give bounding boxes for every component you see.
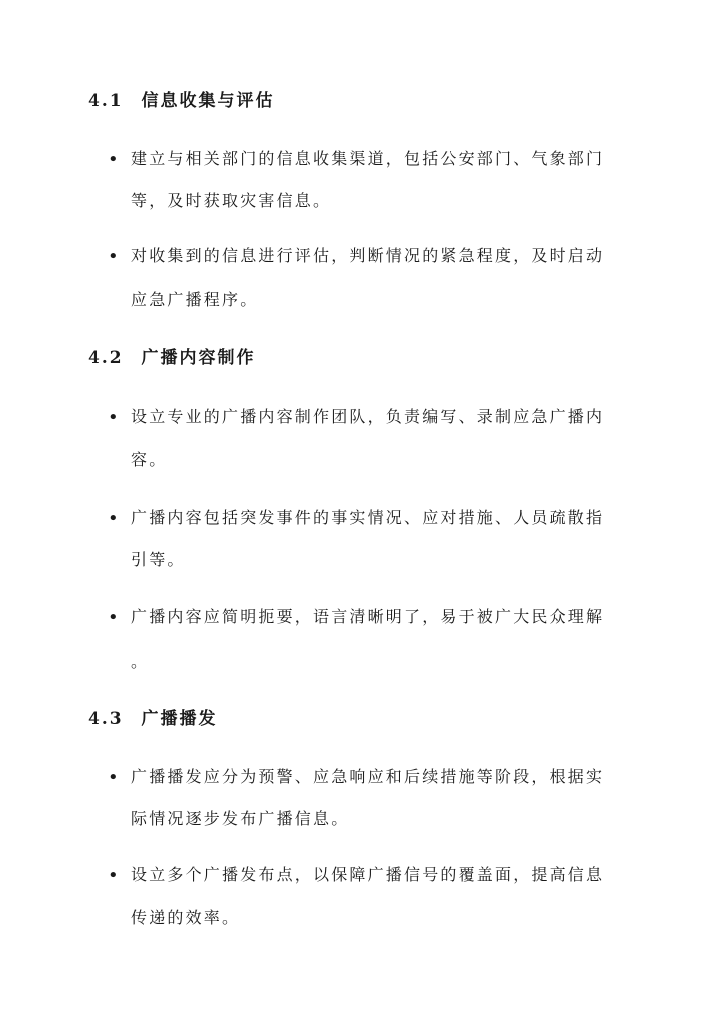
list-item-line: 设立多个广播发布点，以保障广播信号的覆盖面，提高信息 [131,865,605,884]
section-title: 广播内容制作 [141,348,256,368]
bullet-marker: • [108,865,119,886]
bullet-marker: • [108,149,119,170]
bullet-marker: • [108,407,119,428]
list-item-line: 际情况逐步发布广播信息。 [131,809,350,828]
list-item-line: 建立与相关部门的信息收集渠道，包括公安部门、气象部门 [131,149,605,168]
section-heading-4-1 [88,89,275,113]
list-item-line: 等，及时获取灾害信息。 [131,191,332,210]
list-item-line: 引等。 [131,550,186,569]
list-item-line: 应急广播程序。 [131,290,259,309]
bullet-marker: • [108,508,119,529]
section-title: 广播播发 [141,709,218,729]
list-item-line: 容。 [131,450,168,469]
list-item-line: 广播内容应简明扼要，语言清晰明了，易于被广大民众理解 [131,607,605,626]
section-number: 4.2 [88,348,124,368]
bullet-marker: • [108,607,119,628]
list-item-line: 传递的效率。 [131,908,241,927]
list-item-line: 广播播发应分为预警、应急响应和后续措施等阶段，根据实 [131,767,605,786]
section-heading-4-3 [88,707,218,731]
list-item-line: 。 [131,652,150,671]
section-number: 4.1 [88,91,124,111]
section-heading-4-2 [88,346,256,370]
list-item-line: 对收集到的信息进行评估，判断情况的紧急程度，及时启动 [131,246,605,265]
section-title: 信息收集与评估 [141,91,275,111]
list-item-line: 广播内容包括突发事件的事实情况、应对措施、人员疏散指 [131,508,605,527]
bullet-marker: • [108,246,119,267]
list-item-line: 设立专业的广播内容制作团队，负责编写、录制应急广播内 [131,407,605,426]
section-number: 4.3 [88,709,124,729]
bullet-marker: • [108,767,119,788]
